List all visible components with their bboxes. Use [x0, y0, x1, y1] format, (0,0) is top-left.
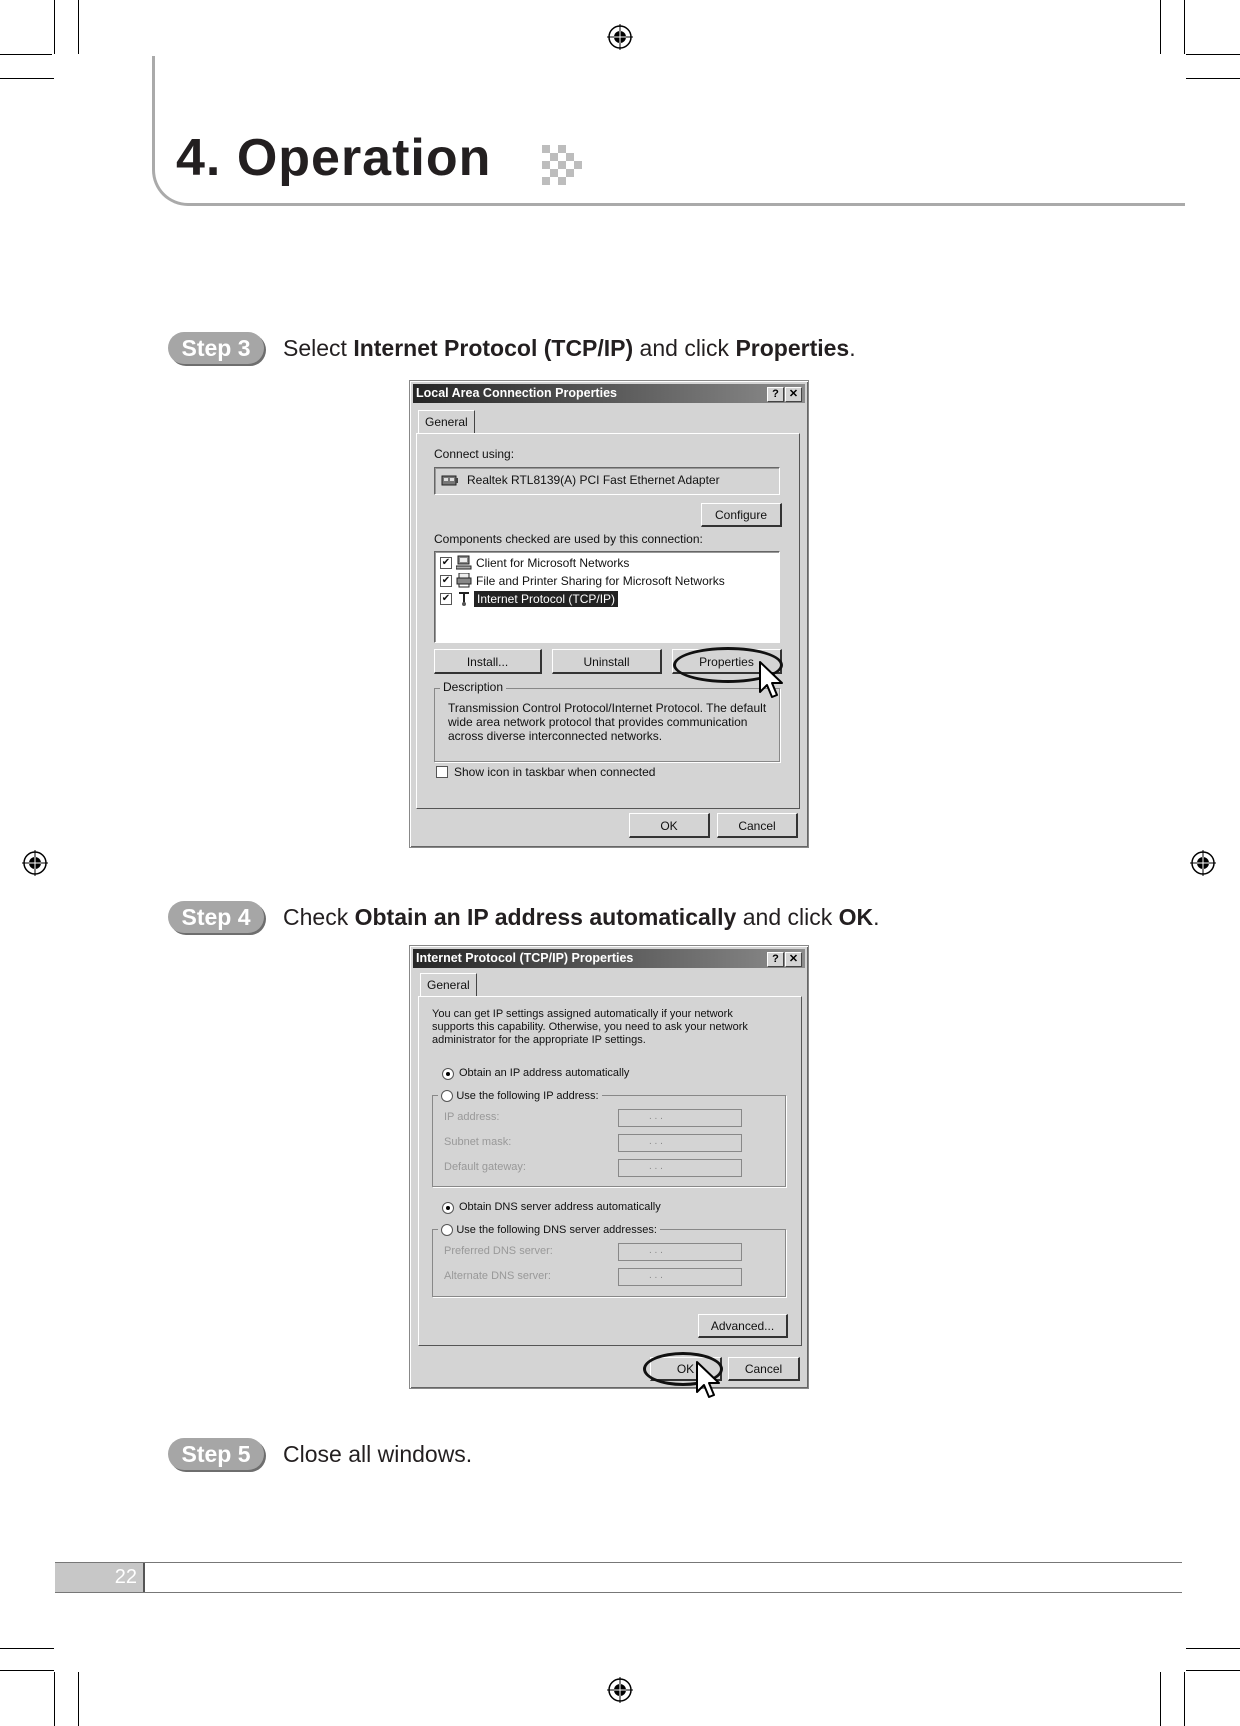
mouse-cursor-icon — [758, 660, 784, 702]
page-number-box — [55, 1563, 145, 1592]
component-checkbox[interactable]: ✔ — [441, 593, 451, 604]
component-label-selected: Internet Protocol (TCP/IP) — [474, 591, 618, 607]
component-label: File and Printer Sharing for Microsoft Networks — [476, 574, 725, 588]
obtain-ip-label: Obtain an IP address automatically — [459, 1067, 630, 1079]
use-ip-radio[interactable] — [441, 1090, 453, 1102]
registration-mark-icon — [1190, 850, 1216, 876]
intro-text: You can get IP settings assigned automatically if your network supports this capability. Otherwise, you need to ask your network administrator for the appropriate IP settings. — [432, 1008, 748, 1046]
step-instruction: Check Obtain an IP address automatically and click OK. — [283, 904, 880, 930]
preferred-dns-label: Preferred DNS server: — [444, 1245, 553, 1257]
adapter-field — [434, 467, 780, 495]
list-item[interactable] — [440, 591, 770, 607]
obtain-ip-radio[interactable] — [442, 1068, 454, 1080]
help-button[interactable]: ? — [767, 952, 784, 967]
checker-arrow-icon — [542, 145, 588, 185]
install-button[interactable]: Install... — [434, 649, 542, 674]
crop-mark — [1160, 1672, 1161, 1726]
step-badge: Step 4 — [168, 901, 264, 933]
crop-mark — [1186, 54, 1240, 55]
description-legend: Description — [440, 680, 506, 694]
obtain-dns-label: Obtain DNS server address automatically — [459, 1201, 661, 1213]
page-number: 22 — [114, 1566, 137, 1588]
step-instruction: Select Internet Protocol (TCP/IP) and click Properties. — [283, 335, 856, 361]
crop-mark — [1186, 1670, 1240, 1671]
static-dns-group — [432, 1229, 786, 1297]
list-item[interactable] — [440, 573, 770, 589]
crop-mark — [54, 0, 55, 54]
cancel-button[interactable]: Cancel — [717, 813, 798, 838]
local-area-connection-dialog — [409, 380, 809, 848]
properties-button[interactable]: Properties — [672, 649, 782, 674]
crop-mark — [1184, 1672, 1185, 1726]
crop-mark — [54, 1672, 55, 1726]
uninstall-button[interactable]: Uninstall — [552, 649, 662, 674]
adapter-name: Realtek RTL8139(A) PCI Fast Ethernet Adapter — [467, 473, 720, 487]
ok-button[interactable]: OK — [629, 813, 710, 838]
ip-address-field[interactable]: . . . — [618, 1109, 742, 1127]
protocol-icon — [456, 591, 472, 606]
alternate-dns-label: Alternate DNS server: — [444, 1270, 551, 1282]
computer-icon — [456, 555, 472, 570]
subnet-mask-label: Subnet mask: — [444, 1136, 512, 1148]
components-list[interactable] — [434, 551, 780, 643]
preferred-dns-field[interactable]: . . . — [618, 1243, 742, 1261]
dialog-title: Local Area Connection Properties — [416, 386, 617, 400]
registration-mark-icon — [22, 850, 48, 876]
use-dns-radio[interactable] — [441, 1224, 453, 1236]
static-ip-legend — [438, 1088, 602, 1102]
crop-mark — [0, 54, 52, 55]
crop-mark — [0, 1648, 54, 1649]
registration-mark-icon — [607, 1677, 633, 1703]
crop-mark — [0, 78, 54, 79]
help-button[interactable]: ? — [767, 387, 784, 402]
obtain-dns-radio[interactable] — [442, 1202, 454, 1214]
subnet-mask-field[interactable]: . . . — [618, 1134, 742, 1152]
footer-rule — [55, 1592, 1182, 1593]
network-card-icon — [441, 474, 459, 488]
crop-mark — [1160, 0, 1161, 54]
show-icon-label: Show icon in taskbar when connected — [454, 765, 656, 779]
close-button[interactable]: ✕ — [785, 387, 802, 402]
configure-button[interactable]: Configure — [701, 503, 782, 527]
tab-general[interactable]: General — [420, 973, 477, 996]
advanced-button[interactable]: Advanced... — [698, 1314, 788, 1338]
component-checkbox[interactable]: ✔ — [441, 557, 451, 568]
component-label: Client for Microsoft Networks — [476, 556, 630, 570]
crop-mark — [0, 1670, 54, 1671]
crop-mark — [1186, 78, 1240, 79]
components-label: Components checked are used by this connection: — [434, 532, 703, 546]
page-title: 4. Operation — [176, 129, 492, 187]
tcpip-properties-dialog — [409, 945, 809, 1389]
step-badge: Step 3 — [168, 332, 264, 364]
ip-address-label: IP address: — [444, 1111, 500, 1123]
crop-mark — [1186, 1648, 1240, 1649]
use-ip-label: Use the following IP address: — [456, 1090, 599, 1102]
mouse-cursor-icon — [695, 1360, 721, 1402]
default-gateway-label: Default gateway: — [444, 1161, 526, 1173]
step-instruction: Close all windows. — [283, 1441, 473, 1467]
alternate-dns-field[interactable]: . . . — [618, 1268, 742, 1286]
use-dns-label: Use the following DNS server addresses: — [456, 1224, 657, 1236]
list-item[interactable] — [440, 555, 770, 571]
registration-mark-icon — [607, 24, 633, 50]
description-text: Transmission Control Protocol/Internet Protocol. The default wide area network protocol that provides communication across diverse interconnected networks. — [448, 701, 767, 743]
crop-mark — [78, 0, 79, 54]
dialog-titlebar — [413, 949, 805, 968]
crop-mark — [78, 1672, 79, 1726]
step-badge: Step 5 — [168, 1438, 264, 1470]
close-button[interactable]: ✕ — [785, 952, 802, 967]
connect-using-label: Connect using: — [434, 447, 515, 461]
tab-general[interactable]: General — [418, 410, 475, 433]
dialog-title: Internet Protocol (TCP/IP) Properties — [416, 951, 634, 965]
show-icon-checkbox[interactable] — [436, 766, 448, 778]
component-checkbox[interactable]: ✔ — [441, 575, 451, 586]
default-gateway-field[interactable]: . . . — [618, 1159, 742, 1177]
cancel-button[interactable]: Cancel — [728, 1357, 800, 1381]
footer-rule — [55, 1562, 1182, 1563]
crop-mark — [1184, 0, 1185, 54]
dialog-titlebar — [413, 384, 805, 403]
printer-sharing-icon — [456, 573, 472, 588]
ok-button[interactable]: OK — [650, 1357, 722, 1381]
static-dns-legend — [438, 1222, 660, 1236]
